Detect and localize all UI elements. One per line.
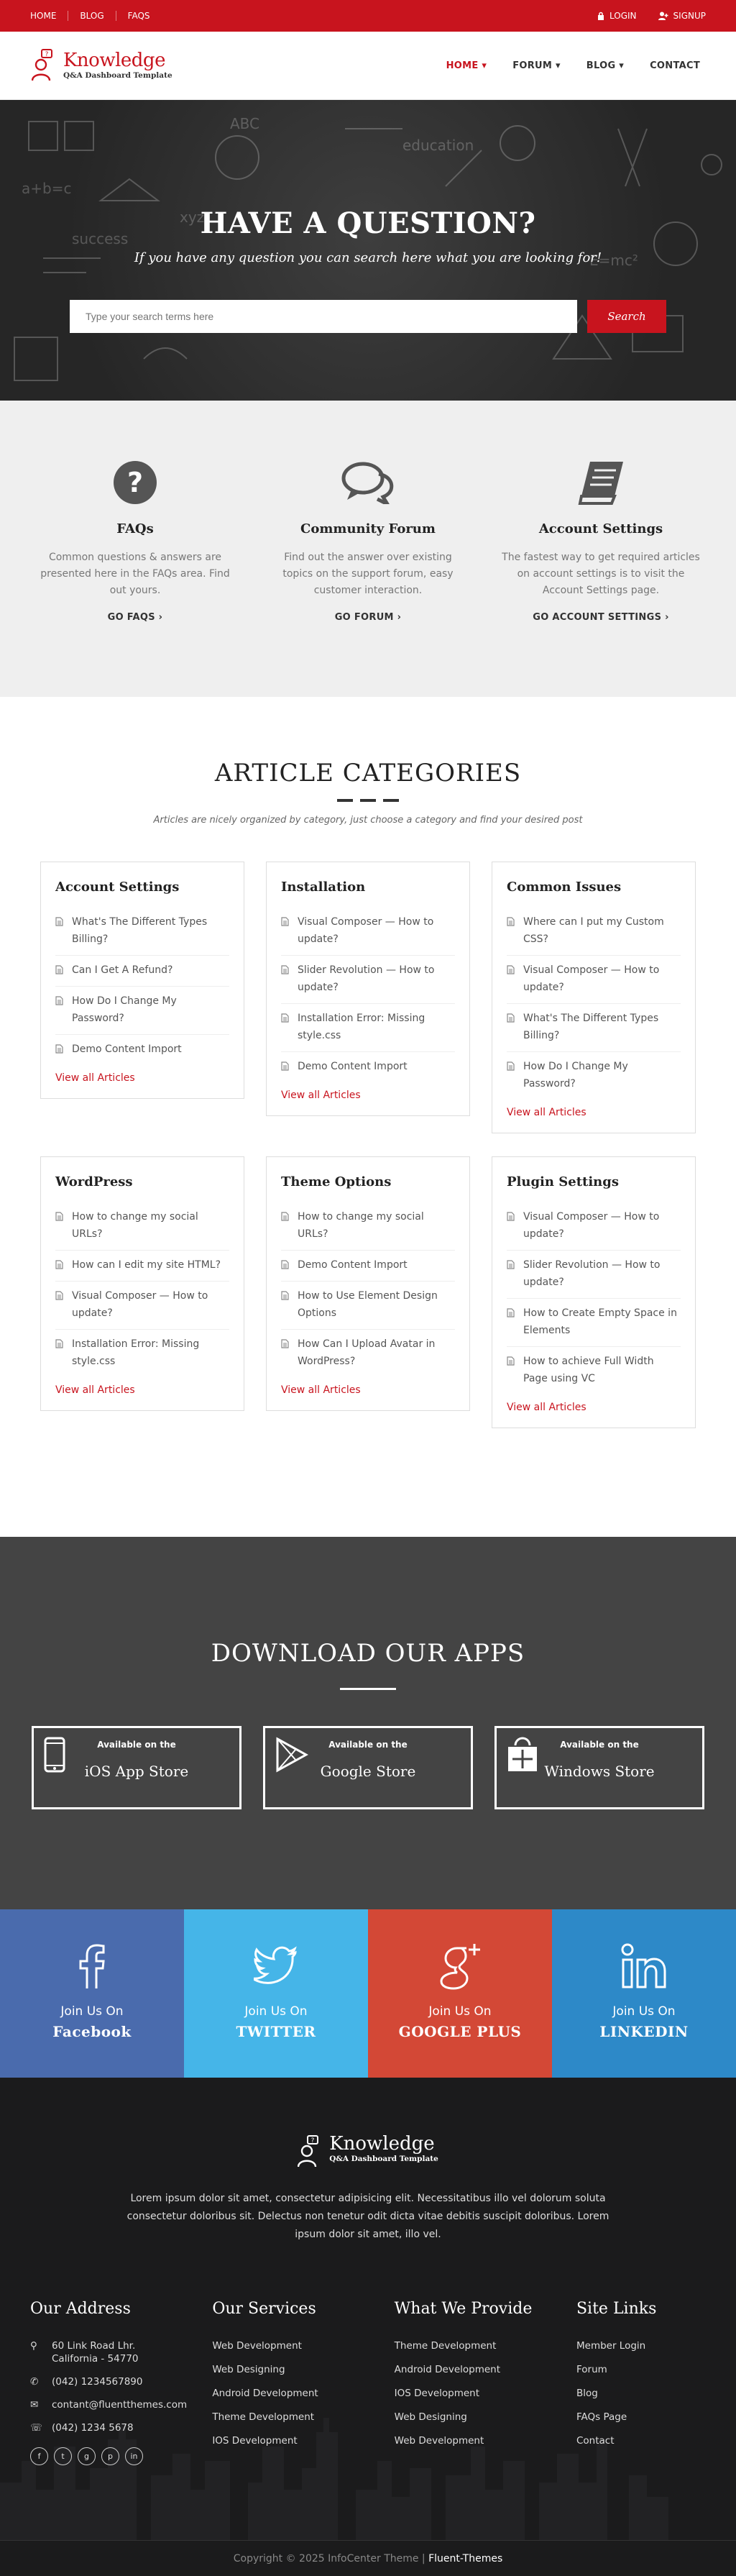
go-forum-link[interactable]: GO FORUM › [334,612,402,623]
document-icon [281,1260,289,1269]
join-label: Join Us On [244,2004,308,2019]
article-link[interactable] [507,1299,681,1347]
feature-text: Find out the answer over existing topics on the support forum, easy customer interaction. [282,552,454,596]
nav-blog[interactable] [586,60,624,71]
copyright-text: Copyright © 2025 InfoCenter Theme | [233,2552,426,2564]
nav-contact-label: CONTACT [650,60,700,71]
document-icon [281,1339,289,1348]
app-line1: Available on the [328,1740,408,1750]
article-title: How to Create Empty Space in Elements [523,1307,677,1336]
lock-icon [597,12,604,20]
category-title[interactable]: Installation [281,880,366,895]
email-item[interactable] [30,2398,188,2411]
article-title: How can I edit my site HTML? [72,1259,221,1271]
article-title: Visual Composer — How to update? [72,1290,208,1319]
category-card [492,1156,696,1428]
search-input[interactable] [70,300,577,333]
category-title[interactable]: Account Settings [55,880,180,895]
site-footer [0,2078,736,2576]
footer-description: Lorem ipsum dolor sit amet, consectetur adipisicing elit. Necessitatibus illo vel dolorum soluta consectetur doloribus sit. Delectus non tenetur odit dicta vitae debitis suscipit doloribus. Lorem ipsum dolor sit amet, illo vel. [126,2193,610,2240]
facebook-icon [78,1942,106,1990]
article-title: Visual Composer — How to update? [298,916,434,945]
nav-home[interactable] [446,60,487,71]
features-section [0,401,736,697]
section-title: ARTICLE CATEGORIES [214,759,522,787]
google-plus-icon[interactable]: g [78,2447,96,2465]
article-title: Slider Revolution — How to update? [523,1259,661,1288]
article-link[interactable] [55,956,229,987]
envelope-icon: ✉ [30,2399,39,2411]
top-links [30,11,162,21]
hero-section [0,100,736,401]
article-link[interactable] [281,956,455,1004]
feature-text: The fastest way to get required articles on account settings is to visit the Account Settings page. [502,552,700,596]
footer-link[interactable]: Theme Development [212,2411,315,2423]
article-link[interactable] [507,1347,681,1394]
article-categories-section [0,697,736,1537]
pinterest-icon[interactable]: p [101,2447,119,2465]
main-nav [446,60,700,71]
app-line2: Windows Store [544,1763,655,1780]
document-icon [55,1044,63,1054]
document-icon [55,1291,63,1300]
category-title[interactable]: Common Issues [507,880,622,895]
column-title: Our Address [30,2300,131,2318]
twitter-tile[interactable] [184,1909,368,2078]
top-link-faqs[interactable]: FAQS [127,11,150,21]
category-title[interactable]: WordPress [55,1174,133,1189]
chevron-down-icon: ▾ [619,60,625,71]
article-link[interactable] [281,1004,455,1052]
article-link[interactable] [55,1202,229,1251]
svg-text:education: education [402,137,474,154]
document-icon [55,917,63,926]
article-title: How Do I Change My Password? [72,995,177,1024]
svg-text:success: success [72,230,129,247]
article-link[interactable] [507,1202,681,1251]
article-title: Installation Error: Missing style.css [72,1338,200,1367]
article-title: Installation Error: Missing style.css [298,1013,426,1041]
article-link[interactable] [507,956,681,1004]
network-name: Facebook [52,2023,132,2040]
fax-item [30,2421,181,2434]
view-all-articles-link[interactable]: View all Articles [281,1384,361,1396]
footer-logo-subtitle: Q&A Dashboard Template [329,2155,438,2163]
app-line1: Available on the [560,1740,639,1750]
footer-link[interactable]: IOS Development [212,2435,298,2447]
site-links-column [576,2300,706,2465]
top-link-blog[interactable]: BLOG [68,11,116,21]
document-icon [507,965,515,974]
article-title: How to change my social URLs? [298,1211,424,1240]
document-icon [281,1061,289,1071]
category-card [40,1156,244,1411]
view-all-articles-link[interactable]: View all Articles [507,1107,586,1118]
footer-link[interactable]: Blog [576,2388,598,2399]
map-marker-icon: ⚲ [30,2340,37,2352]
document-icon [55,965,63,974]
app-line1: Available on the [97,1740,176,1750]
logo-subtitle: Q&A Dashboard Template [63,70,172,80]
signup-label: SIGNUP [673,11,706,21]
copyright-brand-link[interactable]: Fluent-Themes [428,2552,503,2564]
footer-link[interactable]: Android Development [212,2388,318,2399]
footer-link[interactable]: Android Development [394,2364,501,2375]
title-divider [340,1688,396,1690]
facebook-icon[interactable]: f [30,2447,48,2465]
article-title: What's The Different Types Billing? [72,916,208,945]
hero-title: HAVE A QUESTION? [200,206,536,240]
network-name: LINKEDIN [599,2023,689,2040]
linkedin-icon[interactable]: in [125,2447,143,2465]
article-title: Visual Composer — How to update? [523,964,660,993]
feature-faqs [36,460,234,697]
category-card [266,862,470,1116]
footer-link[interactable]: Web Designing [212,2364,285,2375]
article-title: How to change my social URLs? [72,1211,198,1240]
document-icon [281,1013,289,1023]
google-plus-tile[interactable] [368,1909,552,2078]
footer-columns [0,2300,736,2465]
linkedin-icon [620,1942,668,1990]
document-icon [507,917,515,926]
category-grid [0,862,736,1428]
footer-link[interactable]: Web Development [394,2435,484,2447]
document-icon [507,1308,515,1317]
ios-store-button[interactable] [32,1726,242,1809]
search-button[interactable]: Search [587,300,666,333]
article-link[interactable] [507,1052,681,1100]
article-title: How to achieve Full Width Page using VC [523,1356,654,1384]
article-title: Slider Revolution — How to update? [298,964,435,993]
footer-link[interactable]: Theme Development [394,2340,497,2352]
column-title: Our Services [212,2300,316,2318]
social-section [0,1909,736,2078]
document-icon [55,1212,63,1221]
article-link[interactable] [281,908,455,956]
top-link-home[interactable]: HOME [30,11,68,21]
logo-title: Knowledge [63,49,165,71]
article-link[interactable] [507,908,681,956]
login-link[interactable] [597,11,637,21]
article-link[interactable] [55,987,229,1035]
document-icon [281,1291,289,1300]
article-title: Where can I put my Custom CSS? [523,916,664,945]
join-label: Join Us On [612,2004,676,2019]
twitter-icon[interactable]: t [54,2447,72,2465]
linkedin-tile[interactable] [552,1909,736,2078]
section-title: DOWNLOAD OUR APPS [211,1639,525,1668]
network-name: TWITTER [236,2023,316,2040]
phone-icon: ✆ [30,2376,39,2388]
view-all-articles-link[interactable]: View all Articles [507,1402,586,1413]
footer-link[interactable]: Contact [576,2435,615,2447]
article-link[interactable] [281,1202,455,1251]
view-all-articles-link[interactable]: View all Articles [281,1090,361,1101]
address-text: 60 Link Road Lhr. California - 54770 [52,2340,139,2365]
document-icon [281,965,289,974]
address-column [30,2300,188,2465]
signup-link[interactable] [658,11,706,21]
document-icon [507,1260,515,1269]
svg-text:xyz: xyz [180,209,205,226]
article-link[interactable] [281,1052,455,1082]
document-icon [281,1212,289,1221]
facebook-tile[interactable] [0,1909,184,2078]
category-title[interactable]: Plugin Settings [507,1174,619,1189]
article-title: How Do I Change My Password? [523,1061,628,1090]
article-link[interactable] [55,908,229,956]
email-text: contant@fluentthemes.com [52,2399,188,2411]
svg-text:ABC: ABC [230,115,260,132]
feature-title: Community Forum [300,521,436,536]
app-line2: Google Store [320,1763,416,1780]
footer-social-icons [30,2447,181,2465]
document-icon [281,917,289,926]
document-icon [507,1356,515,1366]
footer-link[interactable]: Member Login [576,2340,646,2352]
category-card [492,862,696,1133]
feature-forum [269,460,467,697]
document-icon [507,1061,515,1071]
fax-text: (042) 1234 5678 [52,2422,134,2434]
footer-link[interactable]: Forum [576,2364,607,2375]
footer-link[interactable]: IOS Development [394,2388,480,2399]
chat-bubbles-icon [341,461,395,504]
address-item [30,2339,181,2365]
footer-link[interactable]: Web Designing [394,2411,467,2423]
document-icon [55,996,63,1005]
nav-blog-label: BLOG [586,60,616,71]
join-label: Join Us On [60,2004,124,2019]
document-icon [55,1339,63,1348]
footer-link[interactable]: FAQs Page [576,2411,627,2423]
footer-logo[interactable] [0,2078,736,2168]
logo-icon [298,2135,325,2168]
phone-text: (042) 1234567890 [52,2376,143,2388]
chevron-down-icon: ▾ [482,60,487,71]
view-all-articles-link[interactable]: View all Articles [55,1072,135,1084]
nav-contact[interactable] [650,60,700,71]
document-icon [507,1212,515,1221]
network-name: GOOGLE PLUS [398,2023,522,2040]
footer-logo-title: Knowledge [329,2133,435,2155]
article-link[interactable] [281,1282,455,1330]
svg-text:?: ? [310,2137,315,2145]
column-title: Site Links [576,2300,657,2318]
article-title: Can I Get A Refund? [72,964,173,976]
category-card [40,862,244,1099]
article-title: Demo Content Import [298,1061,408,1072]
twitter-icon [254,1942,298,1990]
column-title: What We Provide [394,2300,533,2318]
login-label: LOGIN [610,11,637,21]
document-icon [507,1013,515,1023]
article-link[interactable] [55,1282,229,1330]
svg-text:?: ? [45,51,49,58]
app-line2: iOS App Store [84,1763,189,1780]
book-icon [577,460,625,505]
search-bar [70,300,666,333]
user-plus-icon [658,12,668,20]
nav-forum[interactable] [512,60,561,71]
phone-item [30,2375,181,2388]
chevron-down-icon: ▾ [555,60,561,71]
article-link[interactable] [281,1330,455,1377]
article-title: How to Use Element Design Options [298,1290,438,1319]
article-title: Demo Content Import [72,1043,182,1055]
title-divider [0,799,736,802]
go-account-settings-link[interactable]: GO ACCOUNT SETTINGS › [533,612,669,623]
document-icon [55,1260,63,1269]
google-store-button[interactable] [263,1726,473,1809]
article-link[interactable] [507,1251,681,1299]
article-link[interactable] [55,1251,229,1282]
download-apps-section [0,1537,736,1909]
article-link[interactable] [55,1330,229,1377]
svg-text:?: ? [126,467,144,498]
feature-text: Common questions & answers are presented here in the FAQs area. Find out yours. [40,552,230,596]
feature-title: Account Settings [538,521,663,536]
svg-text:a+b=c: a+b=c [22,180,72,197]
logo-icon [32,49,59,82]
article-link[interactable] [281,1251,455,1282]
article-title: Demo Content Import [298,1259,408,1271]
category-title[interactable]: Theme Options [281,1174,392,1189]
services-column [212,2300,363,2465]
article-title: Visual Composer — How to update? [523,1211,660,1240]
nav-forum-label: FORUM [512,60,553,71]
fax-icon: ☏ [30,2422,42,2434]
feature-title: FAQs [116,521,154,536]
nav-home-label: HOME [446,60,479,71]
app-buttons [0,1726,736,1809]
join-label: Join Us On [428,2004,492,2019]
provide-column [395,2300,546,2465]
top-bar [0,0,736,32]
footer-link[interactable]: Web Development [212,2340,302,2352]
section-subtitle: Articles are nicely organized by category, just choose a category and find your desired post [153,815,583,826]
category-card [266,1156,470,1411]
hero-subtitle: If you have any question you can search here what you are looking for! [134,250,602,265]
article-title: How Can I Upload Avatar in WordPress? [298,1338,436,1367]
site-header [0,32,736,100]
windows-store-button[interactable] [494,1726,704,1809]
view-all-articles-link[interactable]: View all Articles [55,1384,135,1396]
go-faqs-link[interactable]: GO FAQS › [107,612,163,623]
article-title: What's The Different Types Billing? [523,1013,659,1041]
copyright-bar [0,2540,736,2576]
site-logo[interactable] [32,49,172,82]
svg-text:E=mc²: E=mc² [589,252,638,269]
google-plus-icon [438,1942,482,1990]
article-link[interactable] [55,1035,229,1065]
article-link[interactable] [507,1004,681,1052]
feature-account [502,460,700,697]
question-circle-icon [113,460,157,505]
